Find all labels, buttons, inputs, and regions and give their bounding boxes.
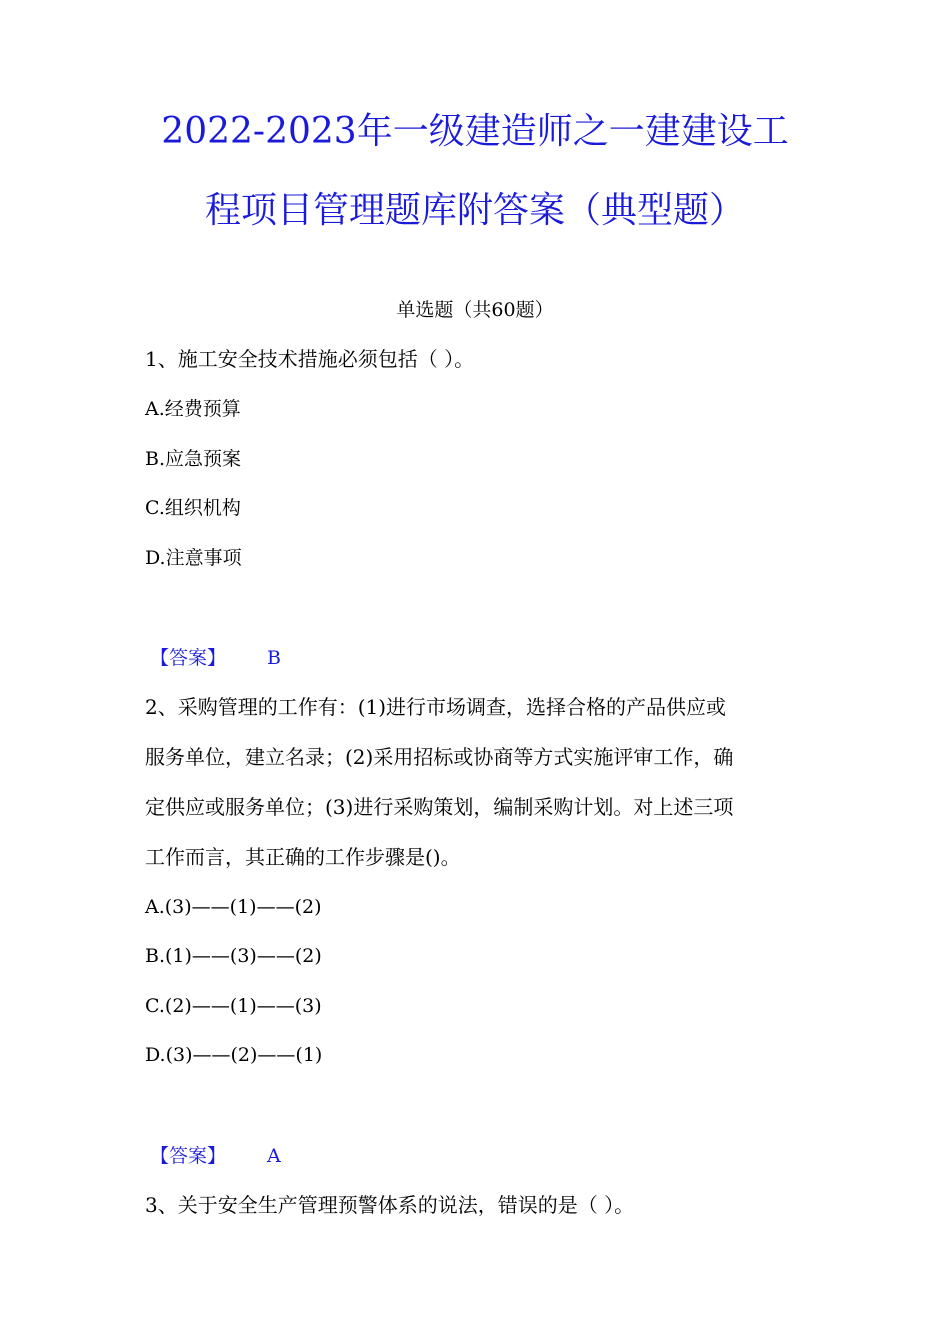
question-1-answer: [150, 646, 281, 670]
answer-label: 【答案】: [150, 647, 227, 669]
question-1-option-a: A.经费预算: [145, 398, 241, 420]
question-1-option-b: B.应急预案: [145, 448, 242, 470]
document-title-line-2: 程项目管理题库附答案（典型题）: [204, 190, 745, 231]
question-2-option-b: B.(1)——(3)——(2): [145, 945, 322, 967]
section-heading: 单选题（共60题）: [396, 299, 554, 321]
question-2-text-line-2: 服务单位，建立名录；(2)采用招标或协商等方式实施评审工作，确: [145, 745, 734, 769]
answer-label: 【答案】: [150, 1145, 227, 1167]
question-2-option-c: C.(2)——(1)——(3): [145, 995, 322, 1017]
question-1-text: 1、施工安全技术措施必须包括（ ）。: [145, 347, 475, 371]
question-3-text: 3、关于安全生产管理预警体系的说法，错误的是（ ）。: [145, 1193, 635, 1217]
document-title-line-1: 2022-2023年一级建造师之一建建设工: [161, 111, 789, 152]
question-2-answer: [150, 1144, 281, 1168]
question-2-text-line-3: 定供应或服务单位；(3)进行采购策划，编制采购计划。对上述三项: [145, 795, 734, 819]
question-2-option-d: D.(3)——(2)——(1): [145, 1044, 323, 1066]
question-1-option-d: D.注意事项: [145, 547, 242, 569]
question-2-text-line-4: 工作而言，其正确的工作步骤是()。: [145, 845, 461, 869]
question-2-text-line-1: 2、采购管理的工作有：(1)进行市场调查，选择合格的产品供应或: [145, 695, 727, 719]
question-2-option-a: A.(3)——(1)——(2): [145, 896, 322, 918]
answer-value: B: [267, 647, 281, 669]
question-1-option-c: C.组织机构: [145, 497, 241, 519]
answer-value: A: [267, 1145, 281, 1167]
